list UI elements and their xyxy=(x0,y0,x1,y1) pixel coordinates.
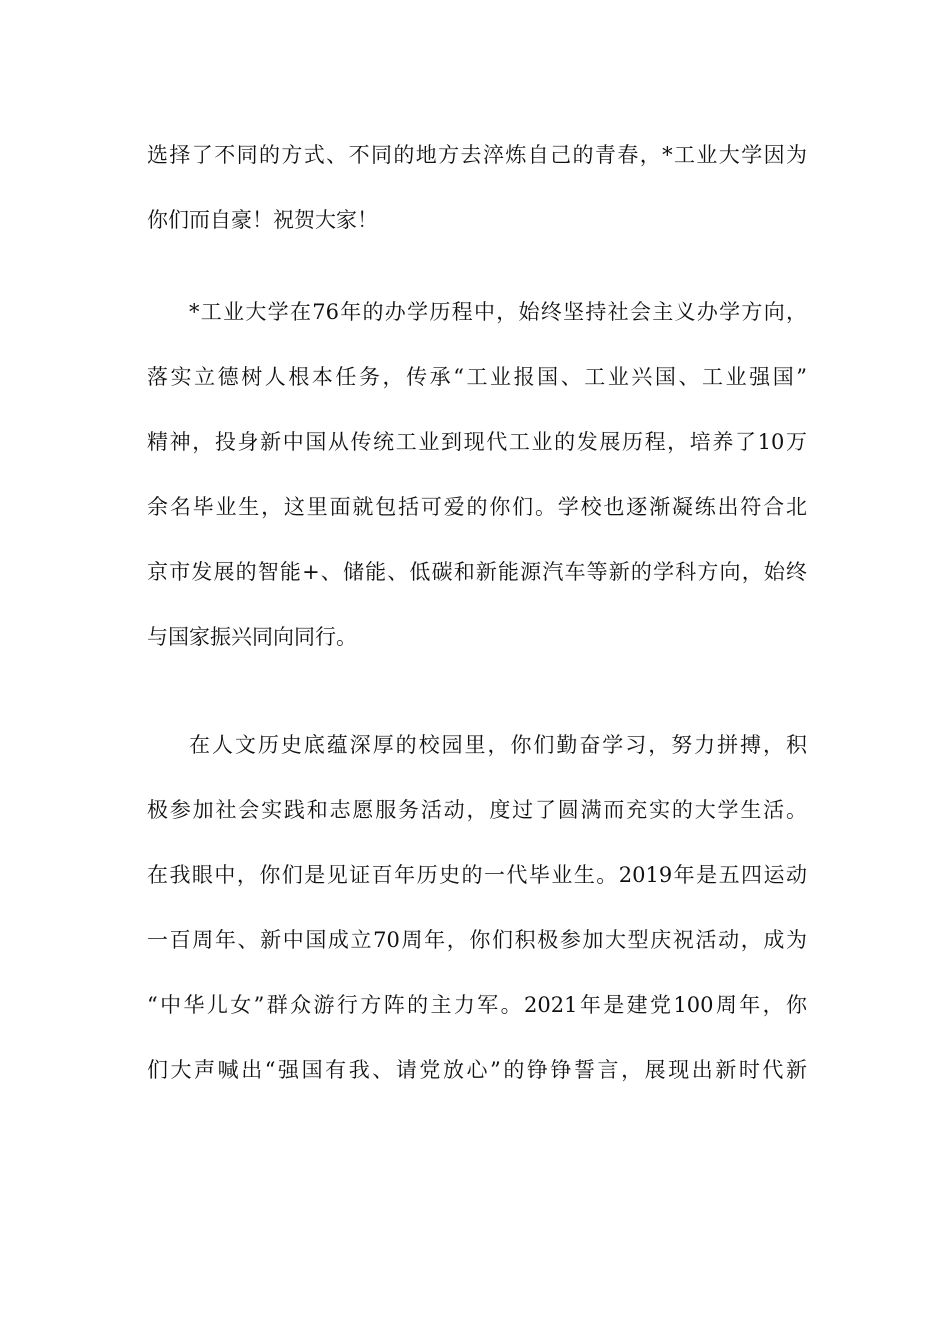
paragraph-line: 选择了不同的方式、不同的地方去淬炼自己的青春，*工业大学因为 xyxy=(147,143,807,167)
paragraph-line: 余名毕业生，这里面就包括可爱的你们。学校也逐渐凝练出符合北 xyxy=(147,495,807,519)
paragraph-1 xyxy=(147,123,807,253)
paragraph-line: 们大声喊出“强国有我、请党放心”的铮铮誓言，展现出新时代新 xyxy=(147,1058,807,1082)
paragraph-line: 你们而自豪！祝贺大家！ xyxy=(147,208,378,232)
paragraph-3 xyxy=(147,713,807,1103)
paragraph-line: *工业大学在76年的办学历程中，始终坚持社会主义办学方向， xyxy=(189,300,807,324)
paragraph-line: 在我眼中，你们是见证百年历史的一代毕业生。2019年是五四运动 xyxy=(147,863,807,887)
paragraph-line: 与国家振兴同向同行。 xyxy=(147,625,357,649)
paragraph-line: “中华儿女”群众游行方阵的主力军。2021年是建党100周年，你 xyxy=(147,993,807,1017)
paragraph-line: 极参加社会实践和志愿服务活动，度过了圆满而充实的大学生活。 xyxy=(147,798,807,822)
paragraph-line: 落实立德树人根本任务，传承“工业报国、工业兴国、工业强国” xyxy=(147,365,807,389)
paragraph-line: 京市发展的智能+、储能、低碳和新能源汽车等新的学科方向，始终 xyxy=(147,560,807,584)
paragraph-2 xyxy=(147,280,807,670)
paragraph-line: 一百周年、新中国成立70周年，你们积极参加大型庆祝活动，成为 xyxy=(147,928,807,952)
paragraph-line: 精神，投身新中国从传统工业到现代工业的发展历程，培养了10万 xyxy=(147,430,807,454)
paragraph-line: 在人文历史底蕴深厚的校园里，你们勤奋学习，努力拼搏，积 xyxy=(189,733,807,757)
